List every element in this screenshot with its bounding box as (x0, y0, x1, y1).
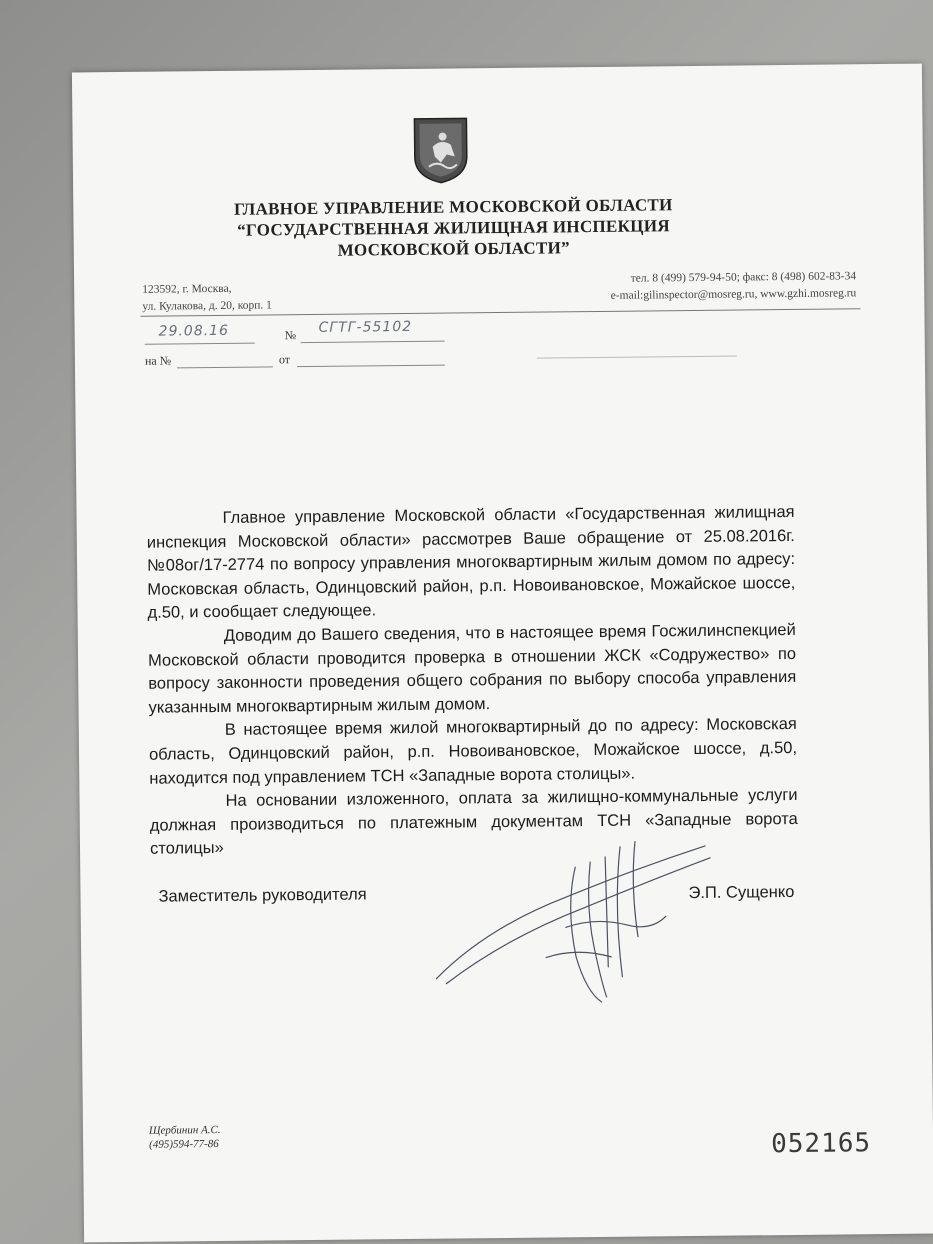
number-field-line (301, 341, 445, 344)
body-paragraph-1: Главное управление Московской области «Государственная жилищная инспекция Московской области» рассмотрев Ваше обращение от 25.08.2016г. №08ог/17-2774 по вопросу управления многоквартирным жилым домом по адресу: Московская область, Одинцовский район, р.п. Новоивановское, Можайское шоссе, д.50, и сообщает следующее. (146, 502, 796, 623)
signatory-name: Э.П. Сущенко (688, 882, 795, 903)
executor-phone: (495)594-77-86 (149, 1138, 219, 1151)
org-name-line2: “ГОСУДАРСТВЕННАЯ ЖИЛИЩНАЯ ИНСПЕКЦИЯ (237, 216, 670, 240)
address-line1: 123592, г. Москва, (142, 282, 232, 296)
org-name-line1: ГЛАВНОЕ УПРАВЛЕНИЕ МОСКОВСКОЙ ОБЛАСТИ (233, 195, 673, 219)
executor-info (149, 1123, 221, 1152)
contact-info (610, 268, 856, 305)
ref-label: на № (144, 353, 172, 368)
executor-name: Щербинин А.С. (148, 1123, 221, 1137)
signatory-role: Заместитель руководителя (158, 885, 367, 906)
postal-address (142, 280, 272, 315)
document-serial-number: 052165 (771, 1128, 872, 1160)
date-field-line (145, 343, 255, 345)
coat-of-arms-emblem (410, 116, 471, 185)
addressee-field-line (537, 356, 737, 359)
body-paragraph-4: На основании изложенного, оплата за жилищно-коммунальные услуги должная производиться по платежным документам ТСН «Западные ворота столицы» (149, 786, 798, 859)
address-line2: ул. Кулакова, д. 20, корп. 1 (142, 299, 272, 313)
letter-page (72, 64, 933, 1243)
ref-field-line (177, 366, 273, 368)
date-handwritten: 29.08.16 (158, 322, 230, 340)
from-field-line (297, 365, 445, 368)
number-handwritten: СГТГ-55102 (318, 318, 413, 336)
contact-line2: e-mail:gilinspector@mosreg.ru, www.gzhi.mosreg.ru (610, 287, 857, 302)
contact-line1: тел. 8 (499) 579-94-50; факс: 8 (498) 602-83-34 (630, 270, 857, 285)
from-label: от (278, 352, 291, 367)
handwritten-signature (425, 806, 717, 1009)
org-name-line3: МОСКОВСКОЙ ОБЛАСТИ” (337, 238, 571, 260)
number-label: № (284, 328, 297, 343)
body-paragraph-2: Доводим до Вашего сведения, что в настоящее время Госжилинспекцией Московской области проводится проверка в отношении ЖСК «Содружество» по вопросу законности проведения общего собрания по выбору способа управления указанным многоквартирным жилым домом. (147, 620, 797, 717)
body-paragraph-3: В настоящее время жилой многоквартирный до по адресу: Московская область, Одинцовский район, р.п. Новоивановское, Можайское шоссе, д.50, находится под управлением ТСН «Западные ворота столицы». (148, 715, 798, 788)
